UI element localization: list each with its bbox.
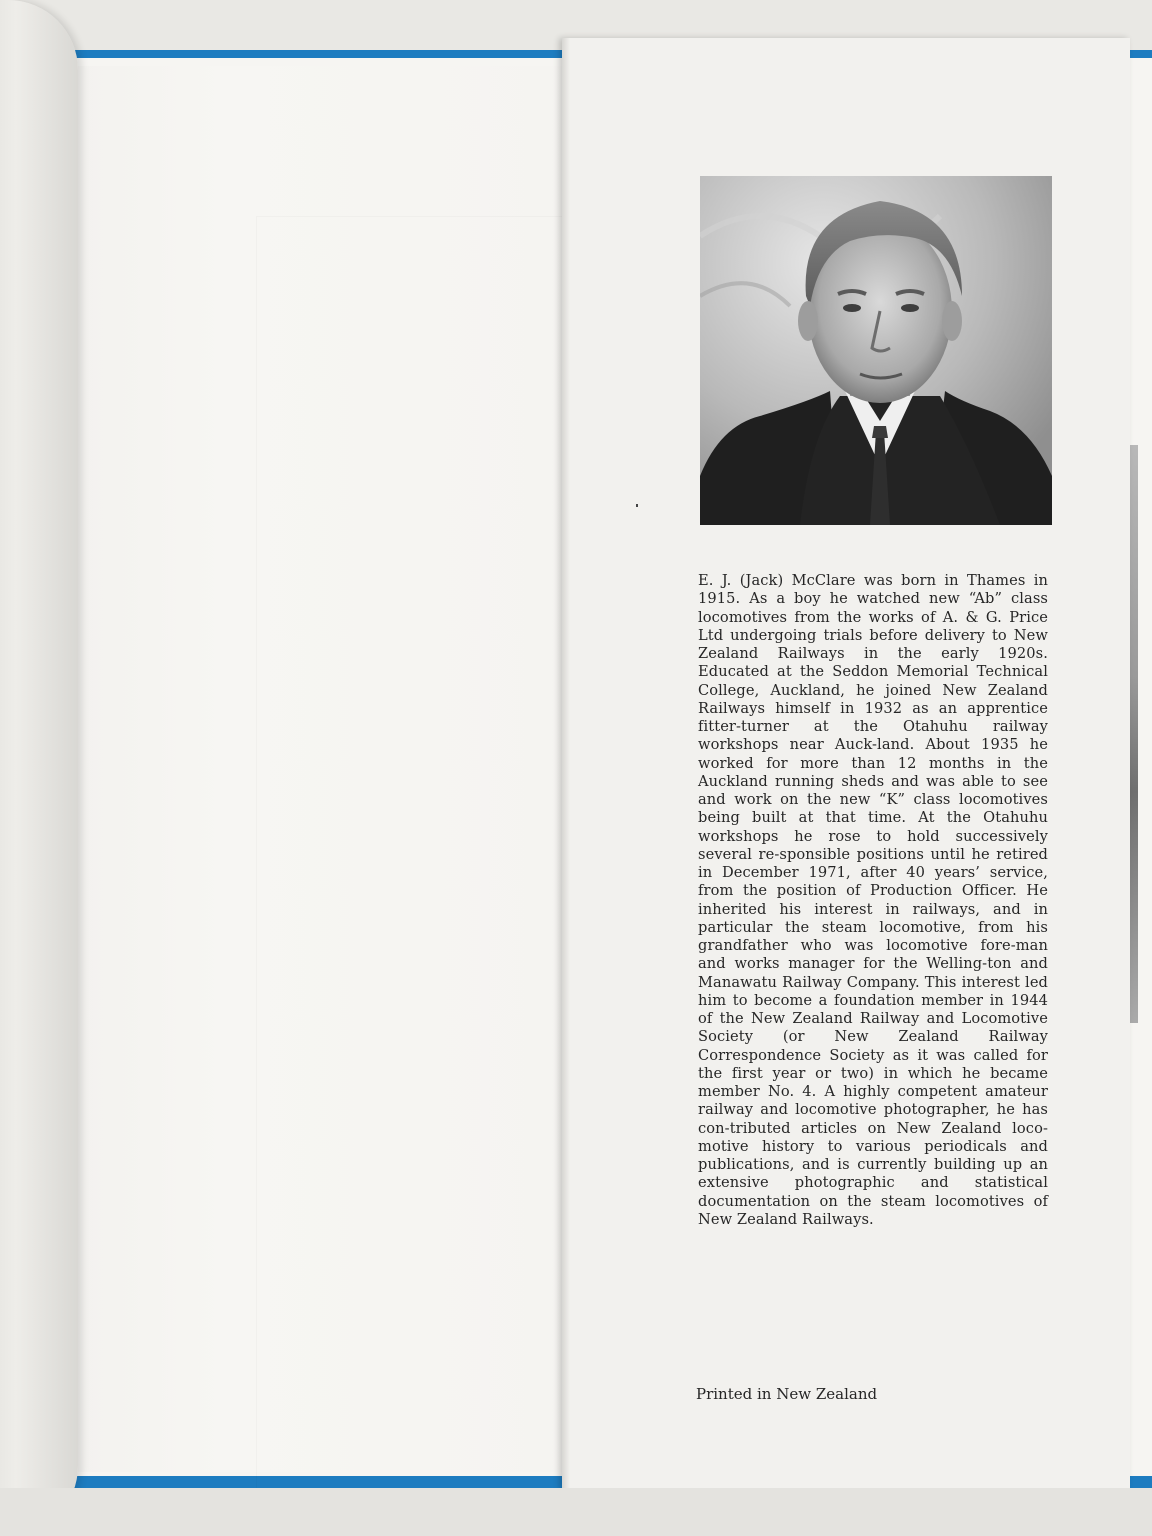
left-page-edge [0,0,78,1536]
printed-in-imprint: Printed in New Zealand [696,1385,878,1403]
author-biography: E. J. (Jack) McClare was born in Thames in 1915. As a boy he watched new “Ab” class locomotives from the works of A. & G. Price Ltd undergoing trials before delivery to New Zealand Railways in the early 1920s. Educated at the Seddon Memorial Technical College, Auckland, he joined New Zealand Railways himself in 1932 as an apprentice fitter-turner at the Otahuhu railway workshops near Auck-land. About 1935 he worked for more than 12 months in the Auckland running sheds and was able to see and work on the new “K” class locomotives being built at that time. At the Otahuhu workshops he rose to hold successively several re-sponsible positions until he retired in December 1971, after 40 years’ service, from the position of Production Officer. He inherited his interest in railways, and in particular the steam locomotive, from his grandfather who was locomotive fore-man and works manager for the Welling-ton and Manawatu Railway Company. This interest led him to become a foundation member in 1944 of the New Zealand Railway and Locomotive Society (or New Zealand Railway Correspondence Society as it was called for the first year or two) in which he became member No. 4. A highly competent amateur railway and locomotive photographer, he has con-tributed articles on New Zealand loco-motive history to various periodicals and publications, and is currently building up an extensive photographic and statistical documentation on the steam locomotives of New Zealand Railways. [698,572,1048,1228]
endpaper [76,66,572,1472]
author-portrait-photo [700,176,1052,525]
table-surface [0,1488,1152,1536]
speck [636,504,638,507]
jacket-fold-edge [562,38,570,1490]
portrait-illustration [700,176,1052,525]
